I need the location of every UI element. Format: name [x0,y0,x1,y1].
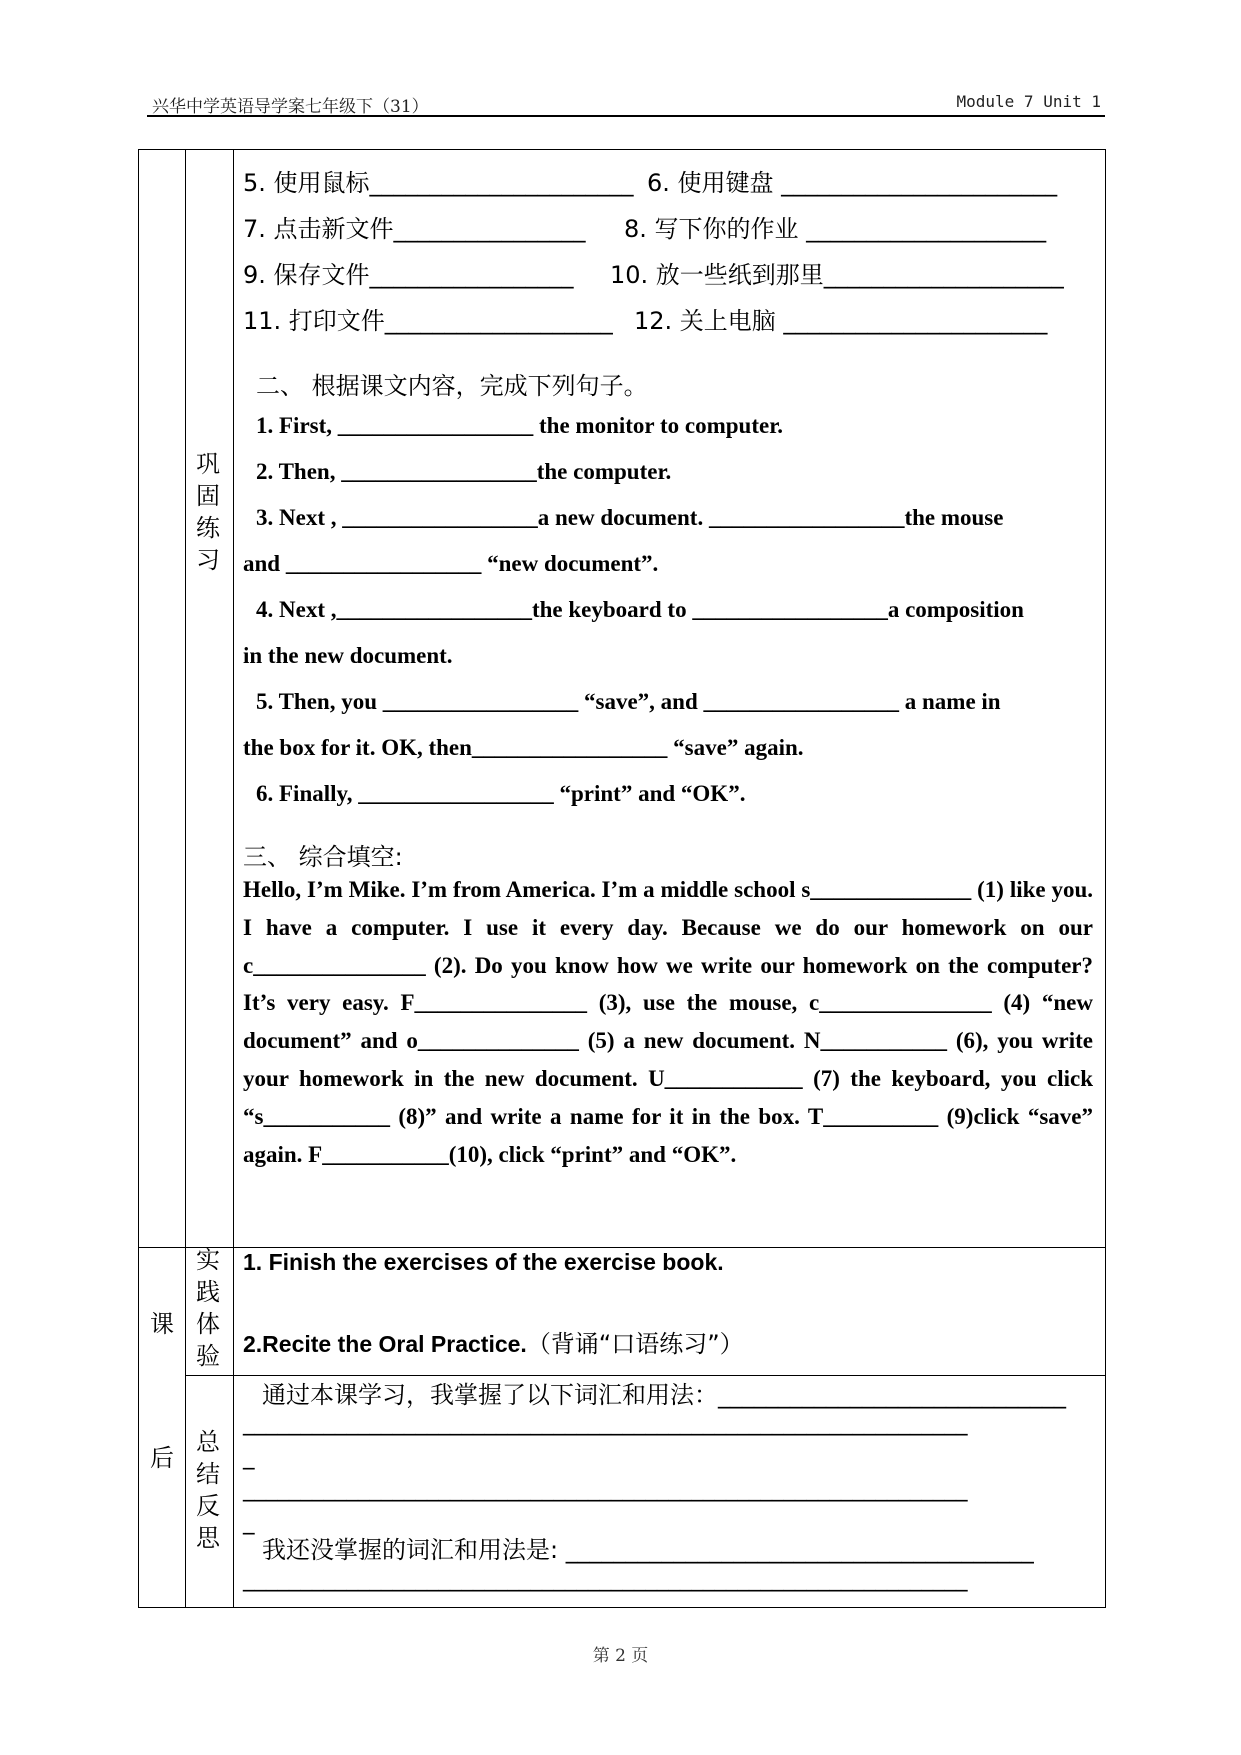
part2-line-4: 4. Next ,_________________the keyboard to _________________a composition [256,597,1024,622]
vocab-item-11: 11. 打印文件___________________ [243,307,613,335]
header-title: 兴华中学英语导学案七年级下（31） [152,97,429,117]
part2-line-5b: the box for it. OK, then_________________ “save” again. [243,735,804,760]
reflection-dash-2: _ [243,1509,255,1535]
section-consolidation: 巩固练习 [196,450,220,574]
section-practice: 实践体验 [196,1246,220,1370]
homework-item-2-en: 2.Recite the Oral Practice. [243,1331,527,1357]
vocab-item-7: 7. 点击新文件________________ [243,215,586,243]
section-reflection: 总结反思 [196,1428,220,1552]
vocab-item-6: 6. 使用键盘 _______________________ [647,169,1058,197]
reflection-line-1: _______________________________________________________________ [243,1410,968,1436]
header-module: Module 7 Unit 1 [956,92,1101,111]
reflection-not-mastered: 我还没掌握的词汇和用法是: _______________________________________ [262,1536,1034,1564]
reflection-line-2: _______________________________________________________________ [243,1476,968,1502]
homework-item-2-cn: （背诵“口语练习”） [526,1330,744,1358]
vocab-item-10: 10. 放一些纸到那里____________________ [610,261,1064,289]
vocab-item-12: 12. 关上电脑 ______________________ [634,307,1048,335]
vocab-item-8: 8. 写下你的作业 ____________________ [624,215,1047,243]
row-divider-1 [139,1247,1105,1248]
header-rule [147,115,1105,117]
reflection-dash-1: _ [243,1444,255,1470]
column-divider-1 [185,150,186,1607]
part2-line-2: 2. Then, _________________the computer. [256,459,672,484]
part2-heading: 二、 根据课文内容，完成下列句子。 [256,372,648,400]
part2-line-5: 5. Then, you _________________ “save”, and _________________ a name in [256,689,1001,714]
part2-line-1: 1. First, _________________ the monitor to computer. [256,413,784,438]
part2-line-3b: and _________________ “new document”. [243,551,659,576]
reflection-mastered: 通过本课学习，我掌握了以下词汇和用法：_____________________________ [262,1381,1066,1409]
part3-heading: 三、 综合填空: [243,843,403,871]
reflection-line-3: _______________________________________________________________ [243,1566,968,1592]
homework-item-1: 1. Finish the exercises of the exercise book. [243,1249,724,1275]
part2-line-4b: in the new document. [243,643,453,668]
part2-line-6: 6. Finally, _________________ “print” and “OK”. [256,781,746,806]
page-number: 第 2 页 [592,1646,649,1666]
section-after-class-1: 课 [150,1310,174,1338]
homework-item-2 [243,1324,744,1359]
vocab-item-5: 5. 使用鼠标______________________ [243,169,634,197]
column-divider-2 [233,150,234,1607]
section-after-class-2: 后 [150,1444,174,1472]
part3-passage: Hello, I’m Mike. I’m from America. I’m a middle school s______________ (1) like you. I have a computer. I use it every day. Because we do our homework on our c_______________ (2). Do you know how we write our homework on the computer? It’s very easy. F_______________ (3), use the mouse, c_______________ (4) “new document” and o______________ (5) a new document. N___________ (6), you write your homework in the new document. U____________ (7) the keyboard, you click “s___________ (8)” and write a name for it in the box. T__________ (9)click “save” again. F___________(10), click “print” and “OK”. [243,877,1093,1167]
part2-line-3: 3. Next , _________________a new document. _________________the mouse [256,505,1004,530]
vocab-item-9: 9. 保存文件_________________ [243,261,574,289]
